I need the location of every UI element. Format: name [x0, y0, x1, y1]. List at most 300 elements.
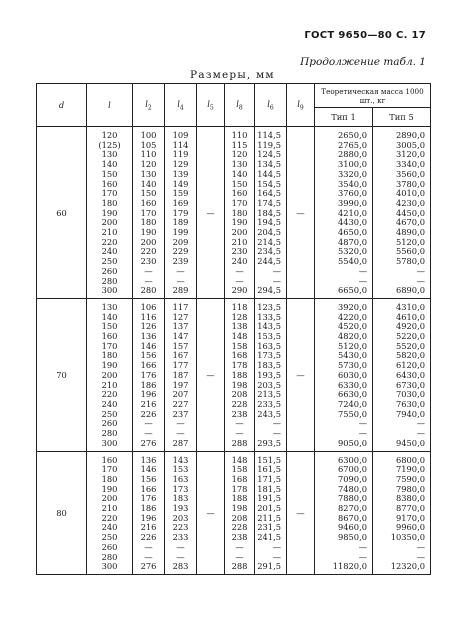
cell-value: 6630,0 [337, 389, 367, 400]
cell-value: 300 [101, 437, 118, 448]
col-header-l: l [87, 84, 133, 127]
cell-value: 11820,0 [332, 561, 367, 572]
dimensions-table [36, 83, 431, 575]
cell-value: — [358, 265, 367, 276]
cell-value: 160 [140, 197, 157, 208]
cell-value: 169 [172, 197, 189, 208]
cell-value: 153,5 [257, 331, 281, 342]
cell-value: 291,5 [257, 561, 281, 572]
cell-l9: — [287, 298, 315, 451]
cell-type1 [315, 127, 373, 299]
cell-value: 5780,0 [395, 256, 425, 267]
cell-value: 109 [172, 130, 189, 140]
cell-l9: — [287, 127, 315, 299]
cell-value: 140 [101, 159, 118, 170]
cell-value: 4870,0 [337, 236, 367, 247]
cell-value: 288 [231, 437, 248, 448]
cell-value: 114 [172, 139, 189, 150]
cell-value: 130 [231, 159, 248, 170]
cell-value: 203,5 [257, 379, 281, 390]
cell-value: 250 [101, 408, 118, 419]
cell-value: 9460,0 [337, 522, 367, 533]
cell-value: 7590,0 [395, 473, 425, 484]
cell-value: 226 [140, 532, 157, 543]
cell-value: 233 [172, 532, 189, 543]
cell-value: 160 [101, 178, 118, 189]
cell-value: 9450,0 [395, 437, 425, 448]
cell-l9: — [287, 451, 315, 574]
cell-value: 227 [172, 398, 189, 409]
cell-l5: — [197, 127, 225, 299]
col-header-l9: $l_9$ [287, 84, 315, 127]
cell-value: 120 [231, 149, 248, 160]
cell-value: — [176, 541, 185, 552]
cell-value: 4010,0 [395, 188, 425, 199]
cell-value: — [358, 551, 367, 562]
cell-value: 157 [172, 340, 189, 351]
cell-value: 143,5 [257, 321, 281, 332]
cell-l2 [133, 127, 165, 299]
cell-value: 290 [231, 285, 248, 296]
cell-value: 289 [172, 285, 189, 296]
cell-value: 243,5 [257, 408, 281, 419]
table-continuation-note: Продолжение табл. 1 [300, 56, 426, 68]
cell-value: 210 [231, 236, 248, 247]
cell-value: 276 [140, 437, 157, 448]
cell-value: — [235, 265, 244, 276]
cell-value: 6300,0 [337, 454, 367, 465]
cell-value: 147 [172, 331, 189, 342]
cell-value: 160 [231, 188, 248, 199]
cell-value: 9050,0 [337, 437, 367, 448]
cell-value: 170 [140, 207, 157, 218]
cell-value: 136 [140, 331, 157, 342]
cell-value: 105 [140, 139, 157, 150]
cell-value: 280 [101, 551, 118, 562]
cell-value: 3100,0 [337, 159, 367, 170]
cell-l4 [165, 298, 197, 451]
cell-value: 293,5 [257, 437, 281, 448]
cell-value: 214,5 [257, 236, 281, 247]
cell-value: 186 [140, 503, 157, 514]
cell-l5: — [197, 298, 225, 451]
cell-value: 2765,0 [337, 139, 367, 150]
cell-value: 6700,0 [337, 464, 367, 475]
cell-value: 6330,0 [337, 379, 367, 390]
cell-value: — [144, 265, 153, 276]
cell-value: 160 [101, 331, 118, 342]
cell-value: 231,5 [257, 522, 281, 533]
cell-value: — [144, 541, 153, 552]
cell-value: 119,5 [257, 139, 281, 150]
cell-value: 161,5 [257, 464, 281, 475]
cell-value: 4610,0 [395, 311, 425, 322]
cell-value: 283 [172, 561, 189, 572]
cell-value: 183,5 [257, 360, 281, 371]
table-row-group [37, 127, 431, 299]
cell-value: 300 [101, 561, 118, 572]
cell-value: 210 [101, 503, 118, 514]
cell-type1 [315, 298, 373, 451]
cell-value: 188 [231, 493, 248, 504]
table-row-group [37, 298, 431, 451]
cell-value: 209 [172, 236, 189, 247]
cell-value: 198 [231, 379, 248, 390]
cell-value: 8270,0 [337, 503, 367, 514]
cell-value: 12320,0 [390, 561, 425, 572]
cell-value: 117 [172, 301, 189, 312]
cell-value: 3540,0 [337, 178, 367, 189]
cell-value: — [235, 541, 244, 552]
cell-value: 163,5 [257, 340, 281, 351]
cell-value: 220 [140, 246, 157, 257]
cell-value: 139 [172, 168, 189, 179]
col-header-l8: $l_8$ [225, 84, 255, 127]
cell-value: 7980,0 [395, 483, 425, 494]
cell-value: 126 [140, 321, 157, 332]
cell-l6 [255, 451, 287, 574]
cell-d: 80 [37, 451, 87, 574]
cell-value: 226 [140, 408, 157, 419]
cell-value: 4210,0 [337, 207, 367, 218]
cell-value: 220 [101, 236, 118, 247]
cell-value: 115 [231, 139, 248, 150]
cell-value: 191,5 [257, 493, 281, 504]
cell-value: 138 [231, 321, 248, 332]
cell-value: 5820,0 [395, 350, 425, 361]
cell-value: 5430,0 [337, 350, 367, 361]
cell-value: 238 [231, 532, 248, 543]
cell-l6 [255, 127, 287, 299]
cell-value: 198 [231, 503, 248, 514]
cell-value: 228 [231, 398, 248, 409]
page-header: ГОСТ 9650—80 С. 17 [304, 30, 426, 41]
cell-value: 4430,0 [337, 217, 367, 228]
cell-value: 193,5 [257, 369, 281, 380]
cell-value: 183 [172, 493, 189, 504]
cell-value: 186 [140, 379, 157, 390]
cell-value: 4670,0 [395, 217, 425, 228]
cell-value: 148 [231, 454, 248, 465]
cell-l [87, 451, 133, 574]
cell-value: 190 [101, 207, 118, 218]
cell-value: 240 [231, 256, 248, 267]
cell-value: 208 [231, 389, 248, 400]
cell-value: 3120,0 [395, 149, 425, 160]
cell-value: — [176, 428, 185, 439]
cell-type5 [373, 127, 431, 299]
cell-value: — [272, 551, 281, 562]
cell-value: 196 [140, 389, 157, 400]
cell-value: 4650,0 [337, 227, 367, 238]
cell-value: 6650,0 [337, 285, 367, 296]
cell-value: — [235, 551, 244, 562]
cell-l2 [133, 451, 165, 574]
cell-value: 116 [140, 311, 157, 322]
cell-value: 189 [172, 217, 189, 228]
cell-value: 260 [101, 265, 118, 276]
cell-value: 280 [140, 285, 157, 296]
cell-value: 178 [231, 360, 248, 371]
cell-value: 9850,0 [337, 532, 367, 543]
cell-value: 216 [140, 522, 157, 533]
cell-value: — [272, 541, 281, 552]
cell-value: 130 [101, 301, 118, 312]
cell-value: 200 [101, 493, 118, 504]
cell-value: 7940,0 [395, 408, 425, 419]
cell-value: 100 [140, 130, 157, 140]
cell-l5: — [197, 451, 225, 574]
cell-value: 6730,0 [395, 379, 425, 390]
cell-value: 4450,0 [395, 207, 425, 218]
cell-l8 [225, 298, 255, 451]
cell-value: 210 [101, 227, 118, 238]
cell-value: 180 [231, 207, 248, 218]
cell-value: 190 [140, 227, 157, 238]
cell-value: — [272, 265, 281, 276]
cell-value: 300 [101, 285, 118, 296]
cell-value: 233,5 [257, 398, 281, 409]
cell-value: 200 [101, 217, 118, 228]
table-caption: Размеры, мм [190, 69, 275, 81]
cell-value: 114,5 [257, 130, 281, 140]
cell-value: 158 [231, 340, 248, 351]
cell-value: 3340,0 [395, 159, 425, 170]
cell-value: 140 [231, 168, 248, 179]
cell-l4 [165, 451, 197, 574]
cell-value: 197 [172, 379, 189, 390]
cell-value: 5560,0 [395, 246, 425, 257]
cell-value: 166 [140, 483, 157, 494]
cell-value: 148 [231, 331, 248, 342]
cell-value: 4220,0 [337, 311, 367, 322]
cell-value: 173 [172, 483, 189, 494]
cell-value: 119 [172, 149, 189, 160]
cell-value: 180 [101, 473, 118, 484]
cell-value: 106 [140, 301, 157, 312]
cell-value: 240 [101, 246, 118, 257]
cell-l4 [165, 127, 197, 299]
cell-value: 250 [101, 256, 118, 267]
cell-value: 180 [140, 217, 157, 228]
col-header-mass: Теоретическая масса 1000 шт., кг [315, 84, 431, 108]
cell-value: 250 [101, 532, 118, 543]
cell-value: 200 [231, 227, 248, 238]
cell-value: 166 [140, 360, 157, 371]
cell-l2 [133, 298, 165, 451]
cell-value: 123,5 [257, 301, 281, 312]
cell-value: 240 [101, 522, 118, 533]
cell-value: 3920,0 [337, 301, 367, 312]
cell-value: 7480,0 [337, 483, 367, 494]
cell-value: 134,5 [257, 159, 281, 170]
cell-value: 213,5 [257, 389, 281, 400]
cell-value: 287 [172, 437, 189, 448]
cell-value: 173,5 [257, 350, 281, 361]
cell-value: 149 [172, 178, 189, 189]
cell-value: 168 [231, 473, 248, 484]
cell-value: 5220,0 [395, 331, 425, 342]
cell-value: 7550,0 [337, 408, 367, 419]
cell-value: 5520,0 [395, 340, 425, 351]
cell-value: 150 [101, 168, 118, 179]
cell-value: 3320,0 [337, 168, 367, 179]
cell-value: 288 [231, 561, 248, 572]
cell-value: — [144, 428, 153, 439]
cell-value: 229 [172, 246, 189, 257]
cell-value: 124,5 [257, 149, 281, 160]
cell-value: — [272, 428, 281, 439]
cell-value: 140 [140, 178, 157, 189]
cell-value: 208 [231, 512, 248, 523]
col-header-d: d [37, 84, 87, 127]
cell-value: 120 [101, 130, 118, 140]
cell-value: 168 [231, 350, 248, 361]
cell-value: — [358, 275, 367, 286]
cell-value: 146 [140, 340, 157, 351]
cell-value: 193 [172, 503, 189, 514]
cell-value: 207 [172, 389, 189, 400]
cell-value: 6120,0 [395, 360, 425, 371]
cell-value: 190 [231, 217, 248, 228]
cell-l6 [255, 298, 287, 451]
cell-value: 7190,0 [395, 464, 425, 475]
cell-value: 159 [172, 188, 189, 199]
cell-value: 129 [172, 159, 189, 170]
cell-value: 171,5 [257, 473, 281, 484]
cell-value: 196 [140, 512, 157, 523]
cell-value: 167 [172, 350, 189, 361]
cell-value: 210 [101, 379, 118, 390]
cell-value: 238 [231, 408, 248, 419]
cell-value: 144,5 [257, 168, 281, 179]
cell-value: 4820,0 [337, 331, 367, 342]
cell-value: 223 [172, 522, 189, 533]
cell-value: 4920,0 [395, 321, 425, 332]
cell-value: 8380,0 [395, 493, 425, 504]
cell-d: 60 [37, 127, 87, 299]
cell-value: 190 [101, 360, 118, 371]
cell-value: 6030,0 [337, 369, 367, 380]
cell-value: 199 [172, 227, 189, 238]
cell-value: 3760,0 [337, 188, 367, 199]
cell-value: 170 [101, 188, 118, 199]
cell-value: 181,5 [257, 483, 281, 494]
cell-value: 260 [101, 541, 118, 552]
cell-value: 177 [172, 360, 189, 371]
cell-value: 6430,0 [395, 369, 425, 380]
cell-value: 133,5 [257, 311, 281, 322]
cell-value: — [416, 541, 425, 552]
cell-value: 110 [140, 149, 157, 160]
cell-type5 [373, 298, 431, 451]
cell-value: — [416, 428, 425, 439]
cell-value: — [176, 418, 185, 429]
cell-value: — [176, 265, 185, 276]
cell-value: 188 [231, 369, 248, 380]
cell-value: 2890,0 [395, 130, 425, 140]
cell-value: 230 [231, 246, 248, 257]
cell-value: 10350,0 [390, 532, 425, 543]
cell-l [87, 127, 133, 299]
cell-value: 170 [101, 464, 118, 475]
cell-value: — [416, 418, 425, 429]
cell-value: 2650,0 [337, 130, 367, 140]
cell-value: 158 [231, 464, 248, 475]
cell-value: 211,5 [257, 512, 281, 523]
cell-value: 153 [172, 464, 189, 475]
cell-value: 136 [140, 454, 157, 465]
cell-value: 204,5 [257, 227, 281, 238]
cell-value: 143 [172, 454, 189, 465]
cell-value: 127 [172, 311, 189, 322]
cell-value: 9960,0 [395, 522, 425, 533]
cell-type5 [373, 451, 431, 574]
cell-value: 230 [140, 256, 157, 267]
cell-value: — [416, 551, 425, 562]
cell-value: 234,5 [257, 246, 281, 257]
col-header-l4: $l_4$ [165, 84, 197, 127]
cell-l [87, 298, 133, 451]
cell-value: 201,5 [257, 503, 281, 514]
cell-value: 5120,0 [337, 340, 367, 351]
cell-value: 240 [101, 398, 118, 409]
cell-value: 150 [140, 188, 157, 199]
cell-value: 150 [101, 321, 118, 332]
col-header-type1: Тип 1 [315, 108, 373, 127]
cell-value: 156 [140, 350, 157, 361]
cell-value: 180 [101, 197, 118, 208]
cell-value: 3990,0 [337, 197, 367, 208]
cell-value: 9170,0 [395, 512, 425, 523]
cell-value: 3560,0 [395, 168, 425, 179]
cell-value: 4310,0 [395, 301, 425, 312]
cell-value: 7090,0 [337, 473, 367, 484]
cell-value: — [176, 275, 185, 286]
cell-value: 203 [172, 512, 189, 523]
cell-value: 260 [101, 418, 118, 429]
cell-value: 8670,0 [337, 512, 367, 523]
cell-value: 7030,0 [395, 389, 425, 400]
cell-value: 244,5 [257, 256, 281, 267]
cell-value: 140 [101, 311, 118, 322]
cell-value: 179 [172, 207, 189, 218]
cell-value: 280 [101, 275, 118, 286]
cell-value: 7240,0 [337, 398, 367, 409]
cell-value: 128 [231, 311, 248, 322]
cell-value: 194,5 [257, 217, 281, 228]
cell-value: 5120,0 [395, 236, 425, 247]
cell-value: 187 [172, 369, 189, 380]
cell-value: 237 [172, 408, 189, 419]
cell-value: 8770,0 [395, 503, 425, 514]
col-header-type5: Тип 5 [373, 108, 431, 127]
cell-type1 [315, 451, 373, 574]
cell-value: 156 [140, 473, 157, 484]
cell-value: 160 [101, 454, 118, 465]
cell-l8 [225, 127, 255, 299]
cell-value: 154,5 [257, 178, 281, 189]
cell-value: 146 [140, 464, 157, 475]
col-header-l6: $l_6$ [255, 84, 287, 127]
cell-value: — [144, 551, 153, 562]
cell-value: 176 [140, 369, 157, 380]
cell-value: 130 [140, 168, 157, 179]
cell-value: 7880,0 [337, 493, 367, 504]
cell-value: 3005,0 [395, 139, 425, 150]
cell-value: 200 [101, 369, 118, 380]
cell-value: 220 [101, 389, 118, 400]
